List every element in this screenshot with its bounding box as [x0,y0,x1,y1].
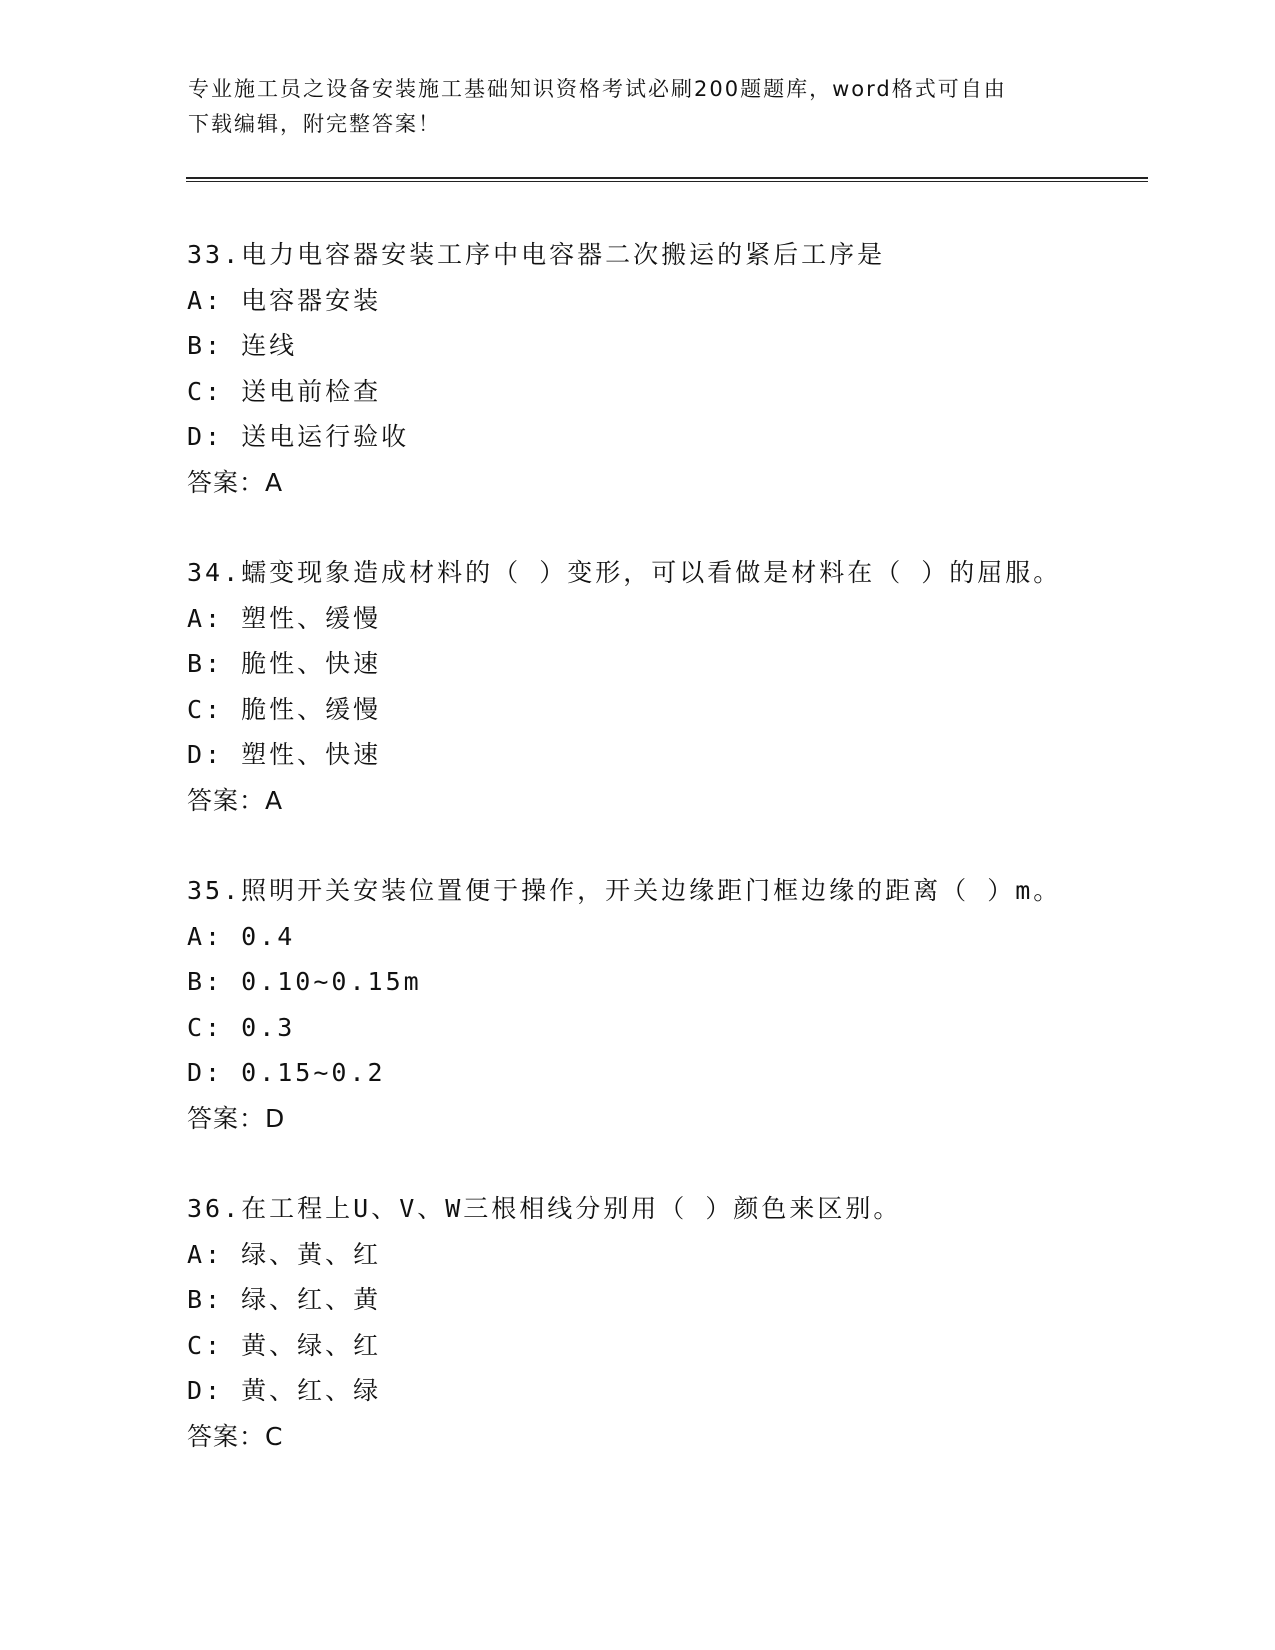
option-d: D: 送电运行验收 [187,422,410,452]
question-stem: 33.电力电容器安装工序中电容器二次搬运的紧后工序是 [187,240,886,269]
answer-label: 答案：A [187,785,284,815]
document-header [188,72,1068,142]
question-stem: 36.在工程上U、V、W三根相线分别用（ ）颜色来区别。 [187,1194,902,1223]
option-a: A: 电容器安装 [187,285,382,315]
option-a: A: 塑性、缓慢 [187,603,382,633]
answer-label: 答案：D [187,1103,286,1133]
option-d: D: 黄、红、绿 [187,1376,382,1406]
question-stem: 34.蠕变现象造成材料的（ ）变形，可以看做是材料在（ ）的屈服。 [187,558,1062,587]
question-33 [187,232,1187,506]
option-d: D: 0.15~0.2 [187,1058,386,1088]
header-line-1: 专业施工员之设备安装施工基础知识资格考试必刷200题题库，word格式可自由 [188,77,1007,101]
header-line-2: 下载编辑，附完整答案！ [188,112,441,136]
option-a: A: 0.4 [187,921,296,951]
option-c: C: 脆性、缓慢 [187,694,382,724]
option-b: B: 连线 [187,331,298,361]
option-c: C: 0.3 [187,1012,296,1042]
question-36 [187,1186,1187,1460]
option-b: B: 0.10~0.15m [187,967,422,997]
question-35 [187,868,1187,1142]
answer-label: 答案：C [187,1421,284,1451]
option-a: A: 绿、黄、红 [187,1239,382,1269]
question-stem: 35.照明开关安装位置便于操作，开关边缘距门框边缘的距离（ ）m。 [187,876,1062,905]
option-c: C: 送电前检查 [187,376,382,406]
option-d: D: 塑性、快速 [187,740,382,770]
header-divider-thin [186,181,1148,182]
question-34 [187,550,1187,824]
option-b: B: 脆性、快速 [187,649,382,679]
option-c: C: 黄、绿、红 [187,1330,382,1360]
answer-label: 答案：A [187,467,284,497]
header-divider-thick [186,177,1148,179]
option-b: B: 绿、红、黄 [187,1285,382,1315]
